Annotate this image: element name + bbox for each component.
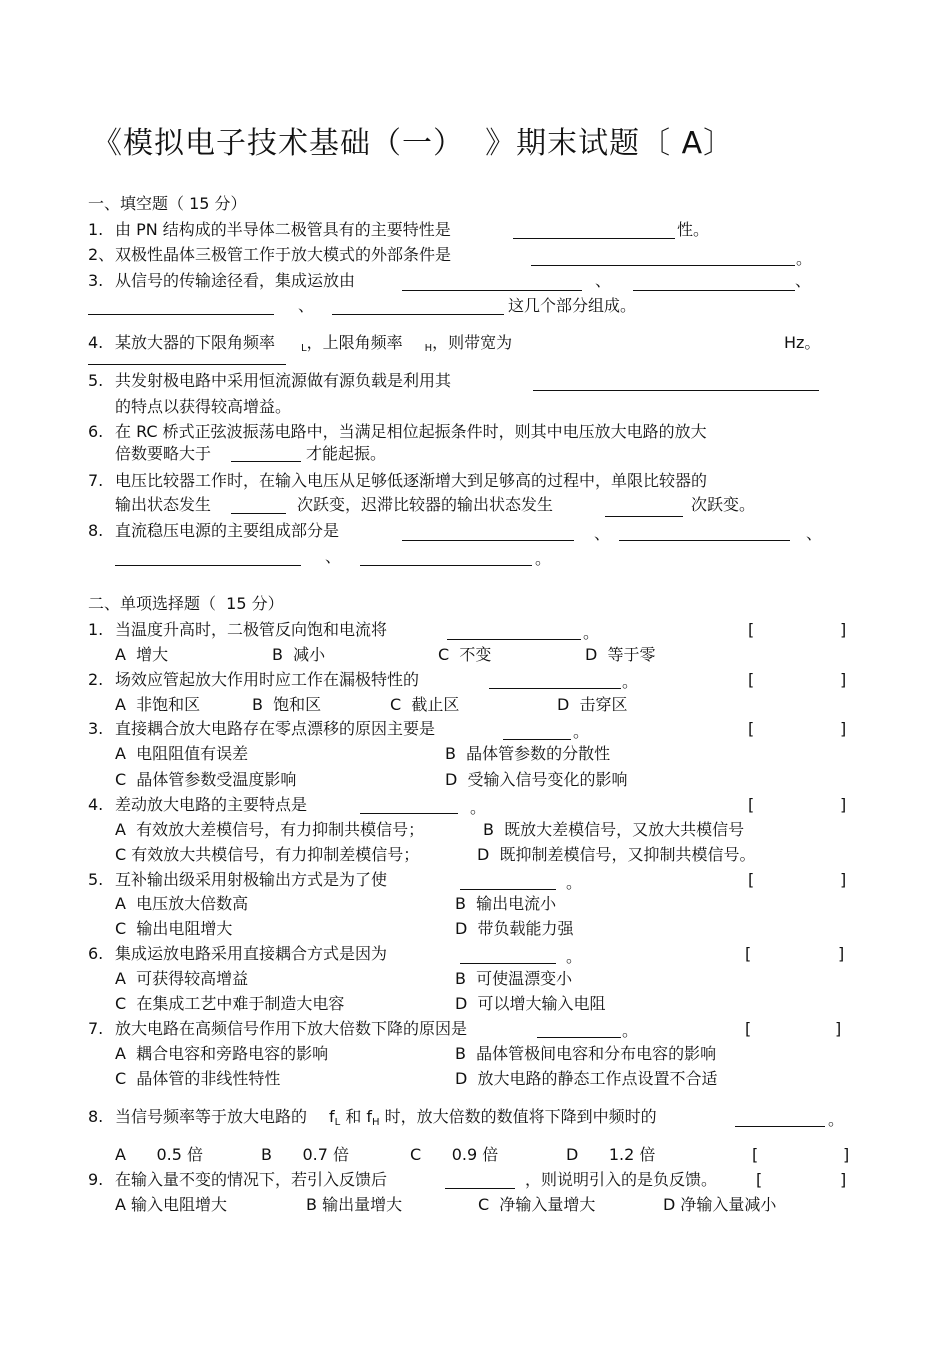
s2-q7-suffix: 。 xyxy=(622,1021,639,1040)
s2-q9-option-c[interactable]: C 净输入量增大 xyxy=(478,1195,596,1214)
s2-q1-bracket-open: [ xyxy=(748,620,755,639)
s1-q3-answer-blank-4[interactable] xyxy=(332,314,504,315)
page-title: 《模拟电子技术基础（一） 》期末试题〔 A〕 xyxy=(92,126,735,161)
s2-q3-bracket-close: ] xyxy=(840,719,847,738)
s2-q2-option-d[interactable]: D 击穿区 xyxy=(557,695,628,714)
s2-q5-option-d[interactable]: D 带负载能力强 xyxy=(455,919,574,938)
s1-q8-answer-blank-2[interactable] xyxy=(619,540,790,541)
s2-q3-number: 3. xyxy=(88,719,104,738)
s2-q4-option-c[interactable]: C 有效放大共模信号，有力抑制差模信号； xyxy=(115,845,420,864)
s1-q3-answer-blank-3[interactable] xyxy=(88,314,274,315)
s2-q1-answer-blank[interactable] xyxy=(447,639,581,640)
s2-q6-option-b[interactable]: B 可使温漂变小 xyxy=(455,969,573,988)
s2-q3-option-a[interactable]: A 电阻阻值有误差 xyxy=(115,744,249,763)
s1-q4-text: 某放大器的下限角频率 $_L$，上限角频率 $_H$，则带宽为 xyxy=(115,333,513,354)
s2-q7-answer-blank[interactable] xyxy=(537,1037,621,1038)
s2-q5-option-b[interactable]: B 输出电流小 xyxy=(455,894,557,913)
s1-q8-separator-1: 、 xyxy=(594,524,611,543)
s2-q9-bracket-open: [ xyxy=(756,1170,763,1189)
s1-q5-number: 5. xyxy=(88,371,104,390)
s2-q1-option-b[interactable]: B 减小 xyxy=(272,645,326,664)
s2-q9-option-d[interactable]: D 净输入量减小 xyxy=(663,1195,777,1214)
s1-q5-text: 共发射极电路中采用恒流源做有源负载是利用其 xyxy=(115,371,452,390)
s2-q9-answer-blank[interactable] xyxy=(445,1188,515,1189)
s1-q7-line2a: 输出状态发生 xyxy=(115,495,212,514)
s2-q1-option-d[interactable]: D 等于零 xyxy=(585,645,656,664)
s2-q2-suffix: 。 xyxy=(622,672,639,691)
s2-q8-answer-blank[interactable] xyxy=(735,1126,825,1127)
s1-q2-number: 2、 xyxy=(88,245,115,264)
s2-q2-option-a[interactable]: A 非饱和区 xyxy=(115,695,201,714)
s2-q6-option-a[interactable]: A 可获得较高增益 xyxy=(115,969,249,988)
s2-q1-option-a[interactable]: A 增大 xyxy=(115,645,169,664)
s2-q5-number: 5. xyxy=(88,870,104,889)
s2-q7-option-a[interactable]: A 耦合电容和旁路电容的影响 xyxy=(115,1044,329,1063)
s1-q6-text: 在 RC 桥式正弦波振荡电路中，当满足相位起振条件时，则其中电压放大电路的放大 xyxy=(115,422,707,441)
s1-q7-answer-blank-1[interactable] xyxy=(231,513,286,514)
s2-q8-bracket-open: [ xyxy=(752,1145,759,1164)
s2-q7-number: 7. xyxy=(88,1019,104,1038)
s2-q2-number: 2. xyxy=(88,670,104,689)
s2-q7-bracket-open: [ xyxy=(745,1019,752,1038)
s1-q4-unit: Hz。 xyxy=(784,333,821,352)
s2-q4-number: 4. xyxy=(88,795,104,814)
s2-q5-bracket-close: ] xyxy=(840,870,847,889)
s2-q2-bracket-close: ] xyxy=(840,670,847,689)
s1-q3-suffix: 这几个部分组成。 xyxy=(508,296,637,315)
s1-q8-answer-blank-1[interactable] xyxy=(402,540,574,541)
s2-q1-suffix: 。 xyxy=(583,623,600,642)
s1-q7-number: 7. xyxy=(88,471,104,490)
s2-q3-text: 直接耦合放大电路存在零点漂移的原因主要是 xyxy=(115,719,436,738)
s2-q5-bracket-open: [ xyxy=(748,870,755,889)
s1-q3-answer-blank-1[interactable] xyxy=(402,290,582,291)
s1-q3-number: 3. xyxy=(88,271,104,290)
s2-q9-option-a[interactable]: A 输入电阻增大 xyxy=(115,1195,228,1214)
s1-q1-answer-blank[interactable] xyxy=(513,238,675,239)
section2-heading: 二、单项选择题（ 15 分） xyxy=(88,594,284,613)
s2-q5-text: 互补输出级采用射极输出方式是为了使 xyxy=(115,870,388,889)
s2-q2-option-b[interactable]: B 饱和区 xyxy=(252,695,322,714)
s1-q8-number: 8. xyxy=(88,521,104,540)
s2-q3-option-c[interactable]: C 晶体管参数受温度影响 xyxy=(115,770,297,789)
s2-q7-text: 放大电路在高频信号作用下放大倍数下降的原因是 xyxy=(115,1019,468,1038)
s2-q3-answer-blank[interactable] xyxy=(503,739,571,740)
s2-q6-suffix: 。 xyxy=(566,947,583,966)
s1-q6-number: 6. xyxy=(88,422,104,441)
s2-q1-text: 当温度升高时，二极管反向饱和电流将 xyxy=(115,620,388,639)
s2-q6-option-c[interactable]: C 在集成工艺中难于制造大电容 xyxy=(115,994,345,1013)
s1-q2-answer-blank[interactable] xyxy=(531,265,795,266)
s1-q3-text: 从信号的传输途径看，集成运放由 xyxy=(115,271,356,290)
s2-q6-option-d[interactable]: D 可以增大输入电阻 xyxy=(455,994,606,1013)
s1-q5-line2: 的特点以获得较高增益。 xyxy=(115,397,292,416)
s1-q3-answer-blank-2[interactable] xyxy=(633,290,795,291)
s1-q1-suffix: 性。 xyxy=(677,220,710,239)
s1-q5-answer-blank[interactable] xyxy=(533,390,819,391)
s1-q1-text: 由 PN 结构成的半导体二极管具有的主要特性是 xyxy=(115,220,451,239)
s1-q3-separator-3: 、 xyxy=(298,296,315,315)
s1-q8-separator-3: 、 xyxy=(325,547,342,566)
s2-q6-number: 6. xyxy=(88,944,104,963)
s2-q6-bracket-close: ] xyxy=(838,944,845,963)
s1-q8-separator-2: 、 xyxy=(806,524,823,543)
s1-q8-answer-blank-3[interactable] xyxy=(115,565,301,566)
s2-q8-text: 当信号频率等于放大电路的 $f_L$ 和 $f_H$ 时，放大倍数的数值将下降到中频时的 xyxy=(115,1107,657,1128)
s1-q4-answer-blank[interactable] xyxy=(88,364,286,365)
s1-q7-line2b: 次跃变，迟滞比较器的输出状态发生 xyxy=(297,495,554,514)
s2-q4-bracket-open: [ xyxy=(748,795,755,814)
s2-q8-bracket-close: ] xyxy=(843,1145,850,1164)
s2-q5-suffix: 。 xyxy=(566,873,583,892)
s2-q9-number: 9. xyxy=(88,1170,104,1189)
s1-q3-separator-1: 、 xyxy=(595,271,612,290)
s1-q8-suffix: 。 xyxy=(535,549,552,568)
s2-q6-answer-blank[interactable] xyxy=(460,963,556,964)
s2-q4-bracket-close: ] xyxy=(840,795,847,814)
s2-q4-answer-blank[interactable] xyxy=(360,813,458,814)
s1-q3-separator-2: 、 xyxy=(795,271,812,290)
s1-q1-number: 1. xyxy=(88,220,104,239)
s2-q8-suffix: 。 xyxy=(828,1110,845,1129)
s2-q7-option-d[interactable]: D 放大电路的静态工作点设置不合适 xyxy=(455,1069,718,1088)
s2-q5-option-a[interactable]: A 电压放大倍数高 xyxy=(115,894,249,913)
s2-q3-suffix: 。 xyxy=(573,722,590,741)
s2-q4-option-d[interactable]: D 既抑制差模信号，又抑制共模信号。 xyxy=(477,845,756,864)
s1-q2-text: 双极性晶体三极管工作于放大模式的外部条件是 xyxy=(115,245,452,264)
s2-q8-number: 8. xyxy=(88,1107,104,1126)
s2-q5-option-c[interactable]: C 输出电阻增大 xyxy=(115,919,233,938)
s1-q7-line2c: 次跃变。 xyxy=(691,495,756,514)
s2-q7-option-c[interactable]: C 晶体管的非线性特性 xyxy=(115,1069,281,1088)
s2-q4-option-b[interactable]: B 既放大差模信号，又放大共模信号 xyxy=(483,820,745,839)
s2-q9-bracket-close: ] xyxy=(840,1170,847,1189)
s2-q3-option-d[interactable]: D 受输入信号变化的影响 xyxy=(445,770,628,789)
s1-q7-answer-blank-2[interactable] xyxy=(605,516,683,517)
s1-q4-number: 4. xyxy=(88,333,104,352)
s2-q4-text: 差动放大电路的主要特点是 xyxy=(115,795,308,814)
s2-q9-option-b[interactable]: B 输出量增大 xyxy=(306,1195,403,1214)
s2-q8-option-d[interactable]: D 1.2 倍 xyxy=(566,1145,656,1164)
s2-q1-bracket-close: ] xyxy=(840,620,847,639)
s2-q3-bracket-open: [ xyxy=(748,719,755,738)
s2-q4-suffix: 。 xyxy=(470,798,487,817)
s2-q2-bracket-open: [ xyxy=(748,670,755,689)
s2-q9-text: 在输入量不变的情况下，若引入反馈后 xyxy=(115,1170,388,1189)
s2-q1-option-c[interactable]: C 不变 xyxy=(438,645,492,664)
s2-q2-text: 场效应管起放大作用时应工作在漏极特性的 xyxy=(115,670,420,689)
s1-q8-answer-blank-4[interactable] xyxy=(360,565,532,566)
s2-q5-answer-blank[interactable] xyxy=(460,889,556,890)
s1-q6-line2b: 才能起振。 xyxy=(306,444,387,463)
s2-q8-option-c[interactable]: C 0.9 倍 xyxy=(410,1145,499,1164)
s1-q2-suffix: 。 xyxy=(796,249,813,268)
s2-q4-option-a[interactable]: A 有效放大差模信号，有力抑制共模信号； xyxy=(115,820,425,839)
s2-q8-option-b[interactable]: B 0.7 倍 xyxy=(261,1145,350,1164)
s2-q1-number: 1. xyxy=(88,620,104,639)
section1-heading: 一、填空题（ 15 分） xyxy=(88,194,247,213)
s1-q6-answer-blank[interactable] xyxy=(231,461,301,462)
s2-q2-option-c[interactable]: C 截止区 xyxy=(390,695,460,714)
s2-q7-option-b[interactable]: B 晶体管极间电容和分布电容的影响 xyxy=(455,1044,717,1063)
s2-q3-option-b[interactable]: B 晶体管参数的分散性 xyxy=(445,744,611,763)
s1-q6-line2a: 倍数要略大于 xyxy=(115,444,212,463)
s2-q9-suffix: ，则说明引入的是负反馈。 xyxy=(525,1170,718,1189)
s1-q7-text: 电压比较器工作时，在输入电压从足够低逐渐增大到足够高的过程中，单限比较器的 xyxy=(115,471,708,490)
s1-q8-text: 直流稳压电源的主要组成部分是 xyxy=(115,521,340,540)
s2-q2-answer-blank[interactable] xyxy=(489,688,621,689)
s2-q6-bracket-open: [ xyxy=(745,944,752,963)
s2-q7-bracket-close: ] xyxy=(835,1019,842,1038)
s2-q8-option-a[interactable]: A 0.5 倍 xyxy=(115,1145,203,1164)
s2-q6-text: 集成运放电路采用直接耦合方式是因为 xyxy=(115,944,388,963)
